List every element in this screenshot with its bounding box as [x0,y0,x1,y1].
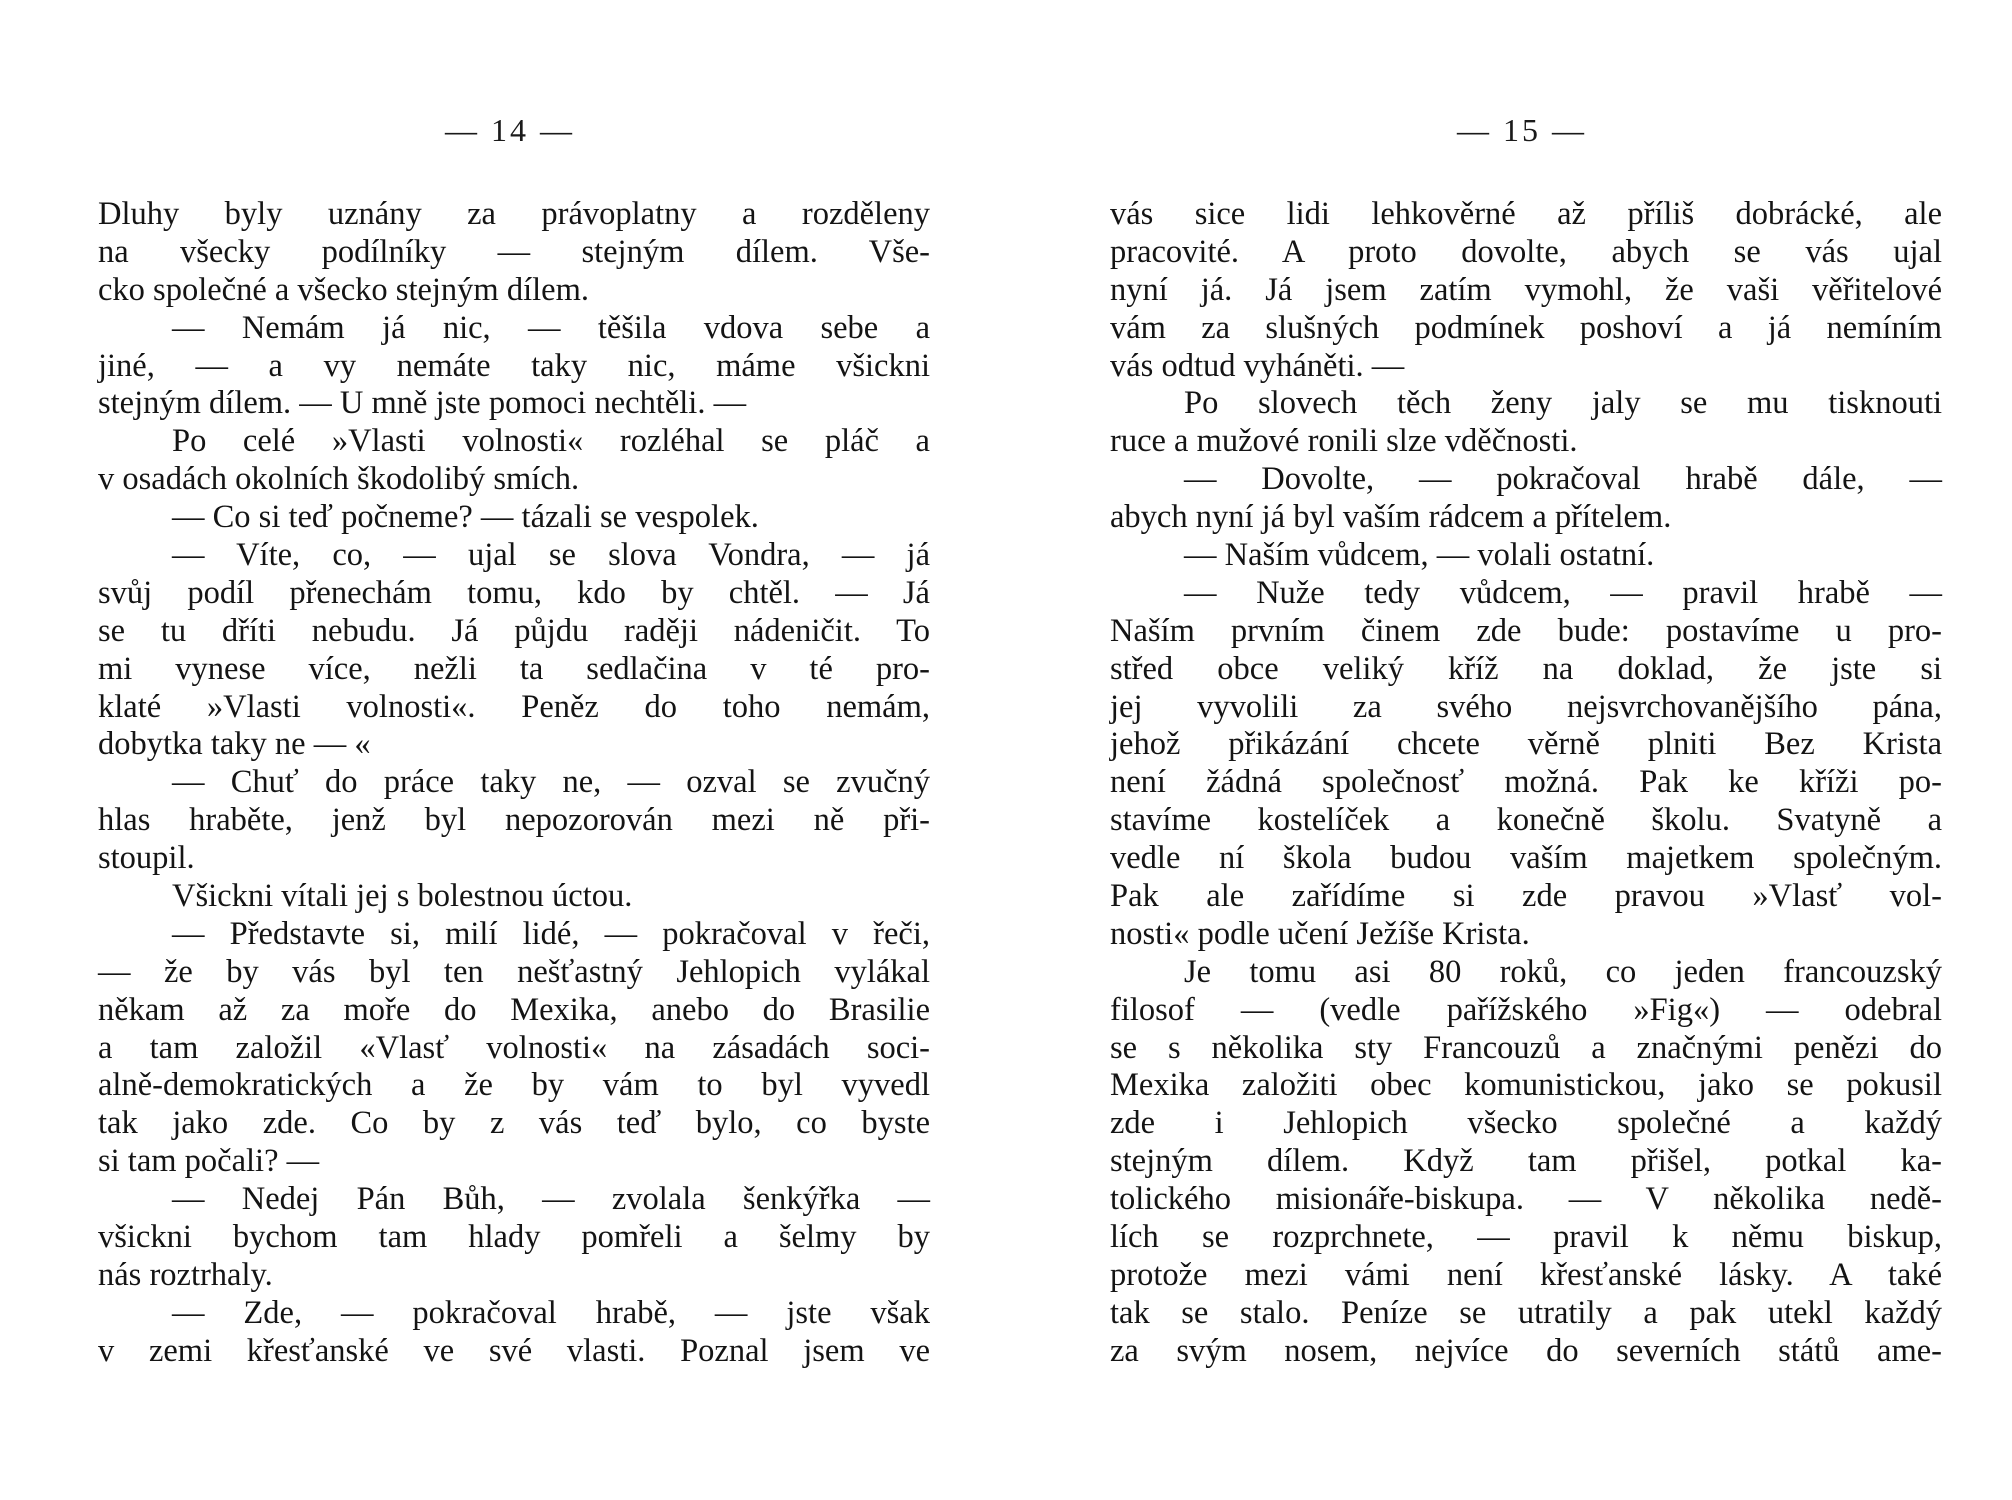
text-line: Dluhy byly uznány za právoplatny a rozděleny [98,196,930,232]
text-line: — Chuť do práce taky ne, — ozval se zvučný [172,764,930,801]
text-line: alně-demokratických a že by vám to byl vyvedl [98,1067,930,1104]
text-line: na všecky podílníky — stejným dílem. Vše- [98,233,930,270]
text-line: filosof — (vedle pařížského »Fig«) — odebral [1110,991,1942,1028]
text-line: Naším prvním činem zde bude: postavíme u pro- [1110,612,1942,649]
text-line: — Co si teď počneme? — tázali se vespolek. [172,499,759,536]
text-line: vás odtud vyháněti. — [1110,347,1405,384]
text-line: se s několika sty Francouzů a značnými penězi do [1110,1029,1942,1066]
text-line: v zemi křesťanské ve své vlasti. Poznal jsem ve [98,1332,930,1369]
text-line: nás roztrhaly. [98,1256,273,1293]
text-line: nyní já. Já jsem zatím vymohl, že vaši věřitelové [1110,271,1942,308]
text-line: hlas hraběte, jenž byl nepozorován mezi ně při- [98,802,930,839]
text-line: protože mezi vámi není křesťanské lásky. A také [1110,1256,1942,1293]
text-line: — Naším vůdcem, — volali ostatní. [1184,537,1655,574]
text-line: Pak ale zařídíme si zde pravou »Vlasť vol- [1110,878,1942,915]
text-line: vedle ní škola budou vaším majetkem společným. [1110,840,1942,877]
text-line: ruce a mužové ronili slze vděčnosti. [1110,423,1578,460]
right-page [1110,0,1942,1500]
text-line: Po slovech těch ženy jaly se mu tisknouti [1184,385,1942,422]
text-line: si tam počali? — [98,1143,320,1180]
text-line: stejným dílem. Když tam přišel, potkal ka- [1110,1143,1942,1180]
text-line: stoupil. [98,840,195,877]
text-line: Všickni vítali jej s bolestnou úctou. [172,878,633,915]
text-line: se tu dříti nebudu. Já půjdu raději nádeničit. To [98,612,930,649]
text-line: stejným dílem. — U mně jste pomoci nechtěli. — [98,385,747,422]
text-line: střed obce veliký kříž na doklad, že jste si [1110,650,1942,687]
left-page [98,0,930,1500]
text-line: — Nuže tedy vůdcem, — pravil hrabě — [1184,574,1942,611]
text-line: nosti« podle učení Ježíše Krista. [1110,915,1530,952]
text-line: Mexika založiti obec komunistickou, jako se pokusil [1110,1067,1942,1104]
text-line: tak se stalo. Peníze se utratily a pak utekl každý [1110,1294,1942,1331]
text-line: dobytka taky ne — « [98,726,371,763]
page-number: — 15 — [1457,112,1587,148]
text-line: — Dovolte, — pokračoval hrabě dále, — [1184,461,1942,498]
text-line: — že by vás byl ten nešťastný Jehlopich vylákal [98,953,930,990]
text-line: zde i Jehlopich všecko společné a každý [1110,1105,1942,1142]
text-line: není žádná společnosť možná. Pak ke kříži po- [1110,764,1942,801]
text-line: jiné, — a vy nemáte taky nic, máme všickni [98,347,930,384]
text-line: a tam založil «Vlasť volnosti« na zásadách soci- [98,1029,930,1066]
text-line: za svým nosem, nejvíce do severních států ame- [1110,1332,1942,1369]
text-line: klaté »Vlasti volnosti«. Peněz do toho nemám, [98,688,930,725]
page-number: — 14 — [445,112,575,148]
text-line: jej vyvolili za svého nejsvrchovanějšího pána, [1110,688,1942,725]
text-line: vám za slušných podmínek poshoví a já nemíním [1110,309,1942,346]
text-line: pracovité. A proto dovolte, abych se vás ujal [1110,233,1942,270]
text-line: mi vynese více, nežli ta sedlačina v té pro- [98,650,930,687]
text-line: Je tomu asi 80 roků, co jeden francouzský [1184,953,1942,990]
text-line: někam až za moře do Mexika, anebo do Brasilie [98,991,930,1028]
text-line: — Nedej Pán Bůh, — zvolala šenkýřka — [172,1181,930,1218]
text-line: jehož přikázání chcete věrně plniti Bez Krista [1110,726,1942,763]
text-line: tolického misionáře-biskupa. — V několika nedě- [1110,1181,1942,1218]
text-line: — Nemám já nic, — těšila vdova sebe a [172,309,930,346]
text-line: tak jako zde. Co by z vás teď bylo, co byste [98,1105,930,1142]
right-page-text [1110,196,1942,1371]
text-line: cko společné a všecko stejným dílem. [98,271,589,308]
text-line: Po celé »Vlasti volnosti« rozléhal se pláč a [172,423,930,460]
text-line: všickni bychom tam hlady pomřeli a šelmy by [98,1219,930,1256]
text-line: — Představte si, milí lidé, — pokračoval v řeči, [172,915,930,952]
text-line: lích se rozprchnete, — pravil k němu biskup, [1110,1219,1942,1256]
text-line: vás sice lidi lehkověrné až příliš dobrácké, ale [1110,196,1942,232]
text-line: svůj podíl přenechám tomu, kdo by chtěl. — Já [98,574,930,611]
text-line: v osadách okolních škodolibý smích. [98,461,580,498]
text-line: — Zde, — pokračoval hrabě, — jste však [172,1294,930,1331]
left-page-text [98,196,930,1371]
text-line: — Víte, co, — ujal se slova Vondra, — já [172,537,930,574]
text-line: abych nyní já byl vaším rádcem a přítelem. [1110,499,1672,536]
text-line: stavíme kostelíček a konečně školu. Svatyně a [1110,802,1942,839]
